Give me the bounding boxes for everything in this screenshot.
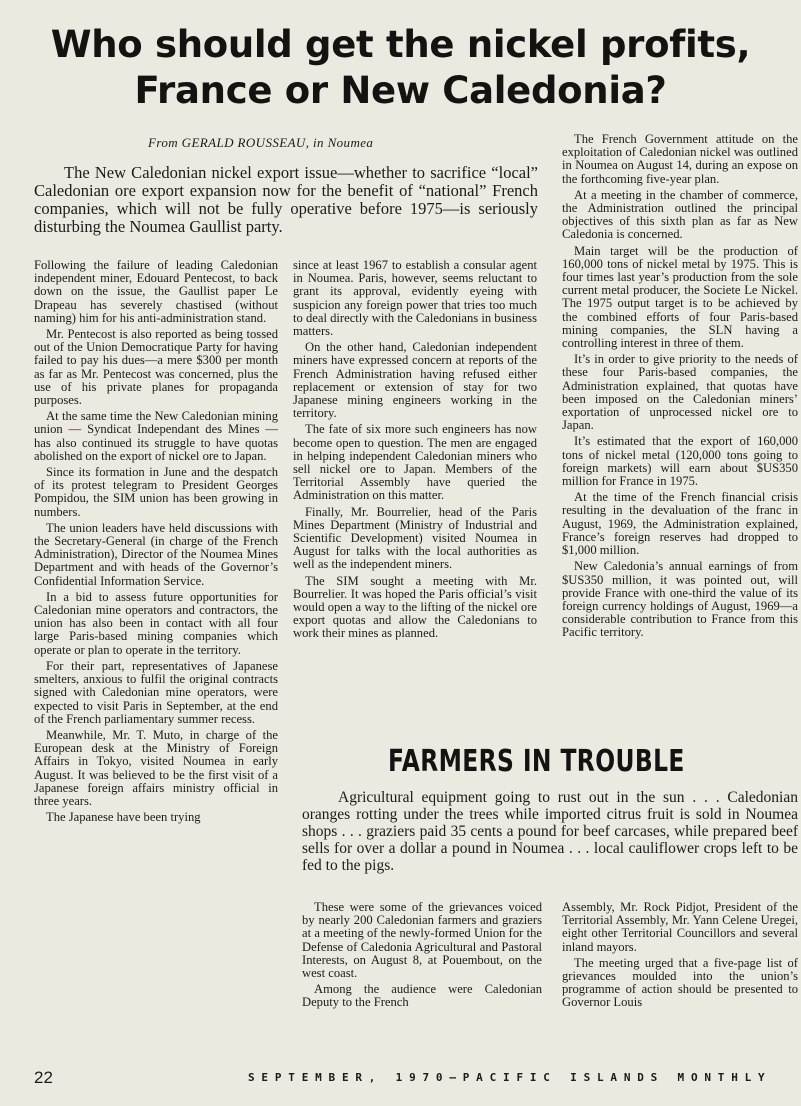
paragraph: The meeting urged that a five-page list of grievances moulded into the union’s programme of action should be presented to Governor Louis: [562, 955, 798, 1010]
byline: From GERALD ROUSSEAU, in Noumea: [148, 135, 374, 150]
paragraph: Among the audience were Caledonian Deputy to the French: [302, 982, 542, 1010]
paragraph: On the other hand, Caledonian independent miners have expressed concern at reports of the French Administration having refused either replacement or extension of stay for two Japanese mining engineers working in the territory.: [293, 340, 537, 421]
magazine-line: SEPTEMBER, 1970—PACIFIC ISLANDS MONTHLY: [248, 1071, 772, 1084]
paragraph: Since its formation in June and the despatch of its protest telegram to President Georges Pompidou, the SIM union has been growing in numbers.: [34, 465, 278, 519]
article-column-1: [34, 259, 278, 827]
paragraph: Assembly, Mr. Rock Pidjot, President of the Territorial Assembly, Mr. Yann Celene Uregei, eight other Territorial Councillors and several inland mayors.: [562, 900, 798, 954]
paragraph: The union leaders have held discussions with the Secretary-General (in charge of the French Administration), Director of the Noumea Mines Department and with heads of the Governor’s Confidential Information Service.: [34, 520, 278, 588]
article-title: [30, 22, 771, 114]
paragraph: Mr. Pentecost is also reported as being tossed out of the Union Democratique Party for having failed to pay his dues—a mere $300 per month as far as Mr. Pentecost was concerned, plus the use of his private planes for propaganda purposes.: [34, 327, 278, 408]
paragraph: Meanwhile, Mr. T. Muto, in charge of the European desk at the Ministry of Foreign Affairs in Tokyo, visited Noumea in early August. It was believed to be the first visit of a Japanese foreign affairs ministry official in three years.: [34, 727, 278, 808]
farmers-headline: FARMERS IN TROUBLE: [388, 744, 685, 779]
paragraph: since at least 1967 to establish a consular agent in Noumea. Paris, however, seems reluctant to grant its approval, evidently eyeing with suspicion any foreign power that tries too much to deal directly with the Caledonians in business matters.: [293, 258, 537, 339]
paragraph: At the time of the French financial crisis resulting in the devaluation of the franc in August, 1969, the Administration explained, France’s foreign reserves had dropped to $1,000 million.: [562, 490, 798, 558]
paragraph: The SIM sought a meeting with Mr. Bourrelier. It was hoped the Paris official’s visit would open a way to the lifting of the nickel ore export quotas and allow the Caledonians to work their mines as planned.: [293, 573, 537, 641]
paragraph: Finally, Mr. Bourrelier, head of the Paris Mines Department (Ministry of Industrial and Scientific Development) visited Noumea in August for talks with the local authorities as well as the independent miners.: [293, 504, 537, 572]
paragraph: It’s in order to give priority to the needs of these four Paris-based companies, the Administration explained, that quotas have been imposed on the Caledonian miners’ exportation of unprocessed nickel ore to Japan.: [562, 352, 798, 433]
article-column-3: [562, 133, 798, 643]
paragraph: Main target will be the production of 160,000 tons of nickel metal by 1975. This is four times last year’s production from the sole current metal producer, the Societe Le Nickel. The 1975 output target is to be achieved by the combined efforts of four Paris-based mining companies, the SLN having a controlling interest in three of them.: [562, 243, 798, 351]
farmers-column-1: [302, 901, 542, 1013]
page-footer: [34, 1068, 798, 1090]
paragraph: The Japanese have been trying: [46, 810, 201, 825]
paragraph: At the same time the New Caledonian mining union — Syndicat Independant des Mines — has also continued its struggle to have quotas abolished on the export of nickel ore to Japan.: [34, 409, 278, 463]
paragraph: The French Government attitude on the exploitation of Caledonian nickel was outlined in Noumea on August 14, during an expose on the forthcoming five-year plan.: [562, 132, 798, 186]
title-line-1: Who should get the nickel profits,: [50, 23, 751, 66]
article-column-2: [293, 259, 537, 644]
paragraph: These were some of the grievances voiced by nearly 200 Caledonian farmers and graziers at a meeting of the newly-formed Union for the Defense of Caledonia Agricultural and Pastoral Interests, on August 8, at Pouembout, on the west coast.: [302, 900, 542, 981]
paragraph: New Caledonia’s annual earnings of from $US350 million, it was pointed out, will provide France with one-third the value of its foreign currency holdings of August, 1969—a considerable contribution to France from this Pacific territory.: [562, 559, 798, 640]
paragraph: Following the failure of leading Caledonian independent miner, Edouard Pentecost, to back down on the issue, the Gaullist paper Le Drapeau has severely chastised (without naming) him for his anti-administration stand.: [34, 258, 278, 325]
paragraph: At a meeting in the chamber of commerce, the Administration outlined the principal objectives of this sixth plan as far as New Caledonia is concerned.: [562, 187, 798, 242]
paragraph: In a bid to assess future opportunities for Caledonian mine operators and contractors, the union has also been in contact with all four large Paris-based mining companies which operate or plan to operate in the territory.: [34, 589, 278, 657]
farmers-column-2: [562, 901, 798, 1013]
paragraph: The fate of six more such engineers has now become open to question. The men are engaged in helping independent Caledonian miners who sell nickel ore to Japan. Members of the Territorial Assembly have queried the Administration on this matter.: [293, 422, 537, 503]
farmers-lede: Agricultural equipment going to rust out in the sun . . . Caledonian oranges rotting under the trees while imported citrus fruit is sold in Noumea shops . . . graziers paid 35 cents a pound for beef carcases, while prepared beef sells for over a dollar a pound in Noumea . . . local cauliflower crops left to be fed to the pigs.: [302, 789, 798, 874]
paragraph: For their part, representatives of Japanese smelters, anxious to fulfil the original contracts signed with Caledonian mine operators, were expected to visit Paris in September, at the end of the French parliamentary summer recess.: [34, 658, 278, 726]
title-line-2: France or New Caledonia?: [134, 69, 667, 112]
intro-paragraph: The New Caledonian nickel export issue—whether to sacrifice “local” Caledonian ore export expansion now for the benefit of “national” French companies, which will not be fully operative before 1975—is seriously disturbing the Noumea Gaullist party.: [34, 163, 538, 236]
page-number: 22: [34, 1068, 53, 1087]
paragraph: It’s estimated that the export of 160,000 tons of nickel metal (120,000 tons going to foreign markets) will earn about $US350 million for France in 1975.: [562, 434, 798, 489]
